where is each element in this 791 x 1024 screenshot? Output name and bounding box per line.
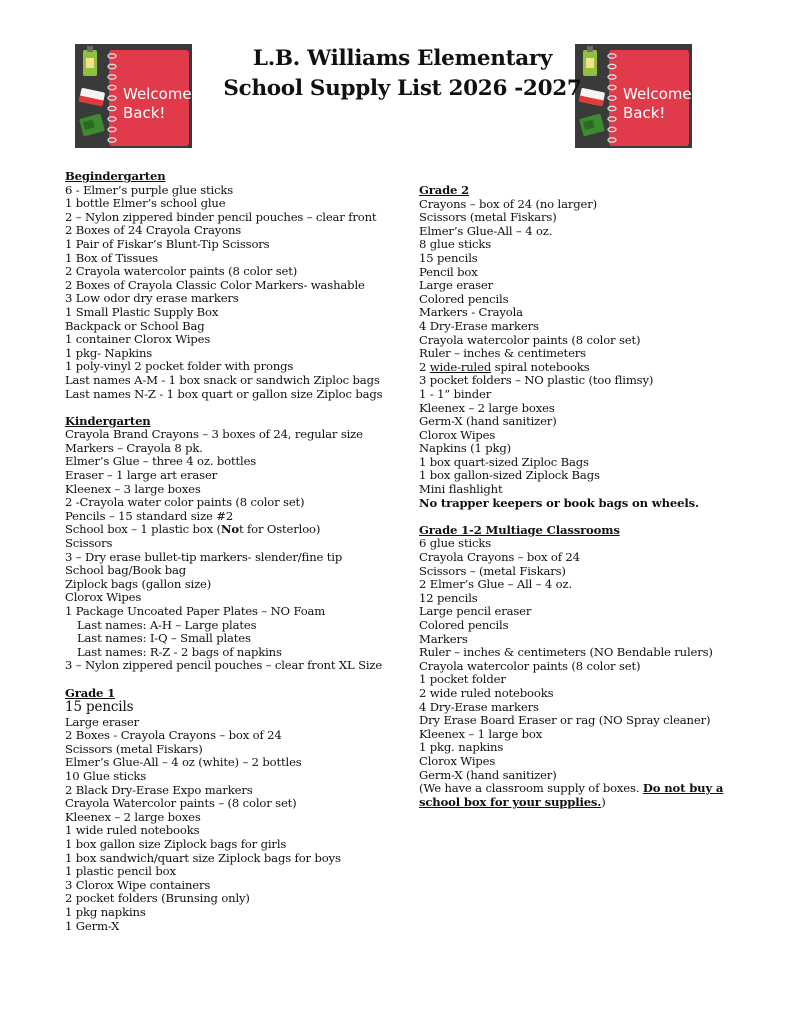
list-item: Markers bbox=[419, 631, 468, 646]
welcome-text: Welcome bbox=[623, 85, 692, 103]
list-item: Crayola watercolor paints (8 color set) bbox=[419, 332, 641, 347]
list-item: 2 – Nylon zippered binder pencil pouches – clear front bbox=[65, 209, 377, 224]
section-heading: Grade 2 bbox=[419, 183, 470, 197]
list-item: 1 Package Uncoated Paper Plates – NO Foam bbox=[65, 604, 326, 618]
list-item: 1 wide ruled notebooks bbox=[65, 823, 200, 838]
list-item: Scissors (metal Fiskars) bbox=[419, 210, 557, 225]
list-item: 4 Dry-Erase markers bbox=[419, 699, 539, 714]
supply-sublist bbox=[65, 619, 410, 660]
list-item: 3 Clorox Wipe containers bbox=[65, 877, 211, 892]
list-item: 15 pencils bbox=[419, 250, 478, 265]
section-begindergarten bbox=[65, 170, 410, 401]
list-item: 1 box sandwich/quart size Ziplock bags for boys bbox=[65, 850, 341, 865]
list-item: 1 Germ-X bbox=[65, 918, 120, 933]
list-item: 3 – Dry erase bullet-tip markers- slender/fine tip bbox=[65, 549, 343, 564]
glue-cap bbox=[87, 46, 93, 52]
list-item: Crayola Watercolor paints – (8 color set) bbox=[65, 796, 297, 811]
section-heading: Begindergarten bbox=[65, 169, 166, 183]
list-item: 1 poly-vinyl 2 pocket folder with prongs bbox=[65, 359, 294, 374]
welcome-back-logo-left bbox=[75, 44, 192, 148]
list-item: Germ-X (hand sanitizer) bbox=[419, 767, 557, 782]
list-item: Scissors bbox=[65, 536, 113, 551]
list-item: Clorox Wipes bbox=[419, 753, 496, 768]
list-item: 1 pkg. napkins bbox=[419, 740, 504, 755]
list-item: Crayola Crayons – box of 24 bbox=[419, 550, 580, 565]
list-item: 1 Box of Tissues bbox=[65, 250, 158, 265]
list-item: 6 - Elmer’s purple glue sticks bbox=[65, 182, 234, 197]
title-line-1: L.B. Williams Elementary bbox=[252, 46, 553, 71]
list-item: Last names: I-Q – Small plates bbox=[77, 631, 251, 646]
list-item: Large pencil eraser bbox=[419, 604, 532, 619]
list-item: 3 pocket folders – NO plastic (too flimsy) bbox=[419, 373, 654, 388]
back-text: Back! bbox=[623, 104, 666, 122]
classroom-box-note: (We have a classroom supply of boxes. Do not buy a bbox=[419, 781, 724, 796]
section-grade-1-2-multiage bbox=[419, 524, 759, 809]
list-item: Elmer’s Glue-All – 4 oz (white) – 2 bottles bbox=[65, 755, 302, 770]
list-item: Kleenex – 3 large boxes bbox=[65, 481, 201, 496]
list-item: Colored pencils bbox=[419, 618, 509, 632]
supply-list bbox=[65, 716, 410, 934]
list-item: Last names: A-H – Large plates bbox=[77, 617, 257, 632]
list-item: 1 Pair of Fiskar’s Blunt-Tip Scissors bbox=[65, 236, 270, 251]
list-item: Markers – Crayola 8 pk. bbox=[65, 440, 203, 455]
list-item: 15 pencils bbox=[65, 699, 134, 716]
list-item: Kleenex – 1 large box bbox=[419, 726, 543, 741]
section-heading: Grade 1-2 Multiage Classrooms bbox=[419, 522, 620, 537]
list-item: 1 box quart-sized Ziploc Bags bbox=[419, 454, 589, 469]
supply-list bbox=[419, 374, 759, 496]
list-item: 8 glue sticks bbox=[419, 237, 492, 252]
bold-note: No trapper keepers or book bags on wheels. bbox=[419, 495, 699, 510]
list-item: 1 plastic pencil box bbox=[65, 864, 176, 879]
list-item: 2 Boxes - Crayola Crayons – box of 24 bbox=[65, 728, 282, 743]
list-item: Ruler – inches & centimeters bbox=[419, 346, 586, 361]
list-item: Scissors (metal Fiskars) bbox=[65, 741, 203, 756]
back-text: Back! bbox=[123, 104, 166, 122]
list-item: 2 Elmer’s Glue – All – 4 oz. bbox=[419, 577, 573, 592]
list-item: Clorox Wipes bbox=[65, 590, 142, 605]
list-item: School box – 1 plastic box (Not for Osterloo) bbox=[65, 522, 321, 537]
list-item: Last names: R-Z - 2 bags of napkins bbox=[77, 644, 282, 659]
list-item: 1 pkg- Napkins bbox=[65, 345, 153, 360]
list-item: Scissors – (metal Fiskars) bbox=[419, 563, 566, 578]
list-item: 1 container Clorox Wipes bbox=[65, 332, 211, 347]
list-item: Clorox Wipes bbox=[419, 427, 496, 442]
list-item: 2 Boxes of 24 Crayola Crayons bbox=[65, 223, 242, 238]
list-item: Pencils – 15 standard size #2 bbox=[65, 508, 234, 523]
section-heading: Kindergarten bbox=[65, 413, 151, 428]
list-item: Elmer’s Glue – three 4 oz. bottles bbox=[65, 454, 257, 469]
list-item: Crayola watercolor paints (8 color set) bbox=[419, 658, 641, 673]
list-item: 1 bottle Elmer’s school glue bbox=[65, 196, 226, 211]
list-item: 1 box gallon size Ziplock bags for girls bbox=[65, 837, 287, 851]
list-item: Markers - Crayola bbox=[419, 305, 523, 320]
list-item: Elmer’s Glue-All – 4 oz. bbox=[419, 223, 553, 238]
section-kindergarten bbox=[65, 415, 410, 673]
list-item: Ziplock bags (gallon size) bbox=[65, 576, 212, 591]
list-item: Eraser – 1 large art eraser bbox=[65, 468, 218, 483]
right-column bbox=[419, 184, 759, 809]
page-title bbox=[200, 44, 605, 104]
section-heading: Grade 1 bbox=[65, 685, 116, 700]
supply-list bbox=[419, 198, 759, 361]
list-item: Ruler – inches & centimeters (NO Bendable rulers) bbox=[419, 645, 713, 660]
list-item: 3 – Nylon zippered pencil pouches – clear front XL Size bbox=[65, 658, 383, 673]
welcome-text: Welcome bbox=[123, 85, 192, 103]
glue-label bbox=[86, 58, 94, 68]
list-item: 2 wide ruled notebooks bbox=[419, 685, 554, 700]
list-item: 1 pkg napkins bbox=[65, 904, 146, 919]
list-item: Kleenex – 2 large boxes bbox=[419, 400, 555, 415]
list-item: Backpack or School Bag bbox=[65, 318, 205, 333]
list-item: School bag/Book bag bbox=[65, 563, 187, 578]
list-item: 3 Low odor dry erase markers bbox=[65, 291, 239, 306]
list-item: 10 Glue sticks bbox=[65, 769, 147, 784]
list-item: Crayons – box of 24 (no larger) bbox=[419, 196, 597, 211]
list-item: Mini flashlight bbox=[419, 482, 503, 497]
list-item: 12 pencils bbox=[419, 590, 478, 605]
supply-list bbox=[65, 537, 410, 619]
list-item: Last names N-Z - 1 box quart or gallon size Ziploc bags bbox=[65, 386, 383, 401]
list-item: 1 - 1” binder bbox=[419, 386, 492, 401]
list-item: 2 pocket folders (Brunsing only) bbox=[65, 891, 250, 906]
title-line-2: School Supply List 2026 -2027 bbox=[223, 76, 582, 101]
section-grade-2 bbox=[419, 184, 759, 510]
list-item: 4 Dry-Erase markers bbox=[419, 318, 539, 333]
section-grade-1 bbox=[65, 687, 410, 934]
list-item: Dry Erase Board Eraser or rag (NO Spray cleaner) bbox=[419, 713, 711, 728]
list-item: Last names A-M - 1 box snack or sandwich Ziploc bags bbox=[65, 372, 380, 387]
list-item: Napkins (1 pkg) bbox=[419, 441, 512, 456]
list-item: 1 Small Plastic Supply Box bbox=[65, 304, 219, 319]
supply-list bbox=[65, 184, 410, 402]
list-item: 6 glue sticks bbox=[419, 536, 492, 551]
welcome-back-illustration bbox=[75, 44, 192, 148]
list-item: Germ-X (hand sanitizer) bbox=[419, 414, 557, 429]
list-item: 1 pocket folder bbox=[419, 672, 506, 687]
list-item: 2 Crayola watercolor paints (8 color set) bbox=[65, 264, 298, 279]
list-item: 2 Black Dry-Erase Expo markers bbox=[65, 782, 253, 797]
list-item: Large eraser bbox=[419, 278, 493, 293]
list-item: Large eraser bbox=[65, 714, 139, 729]
list-item: Pencil box bbox=[419, 264, 478, 279]
supply-list bbox=[419, 537, 759, 782]
classroom-box-note-cont: school box for your supplies.) bbox=[419, 794, 606, 809]
list-item: 2 wide-ruled spiral notebooks bbox=[419, 359, 590, 374]
list-item: Colored pencils bbox=[419, 291, 509, 306]
list-item: Kleenex – 2 large boxes bbox=[65, 809, 201, 824]
supply-list bbox=[65, 428, 410, 523]
left-column bbox=[65, 170, 410, 933]
list-item: 2 -Crayola water color paints (8 color set) bbox=[65, 495, 305, 510]
list-item: 2 Boxes of Crayola Classic Color Markers- washable bbox=[65, 277, 365, 292]
list-item: Crayola Brand Crayons – 3 boxes of 24, regular size bbox=[65, 427, 363, 442]
list-item: 1 box gallon-sized Ziplock Bags bbox=[419, 468, 600, 483]
